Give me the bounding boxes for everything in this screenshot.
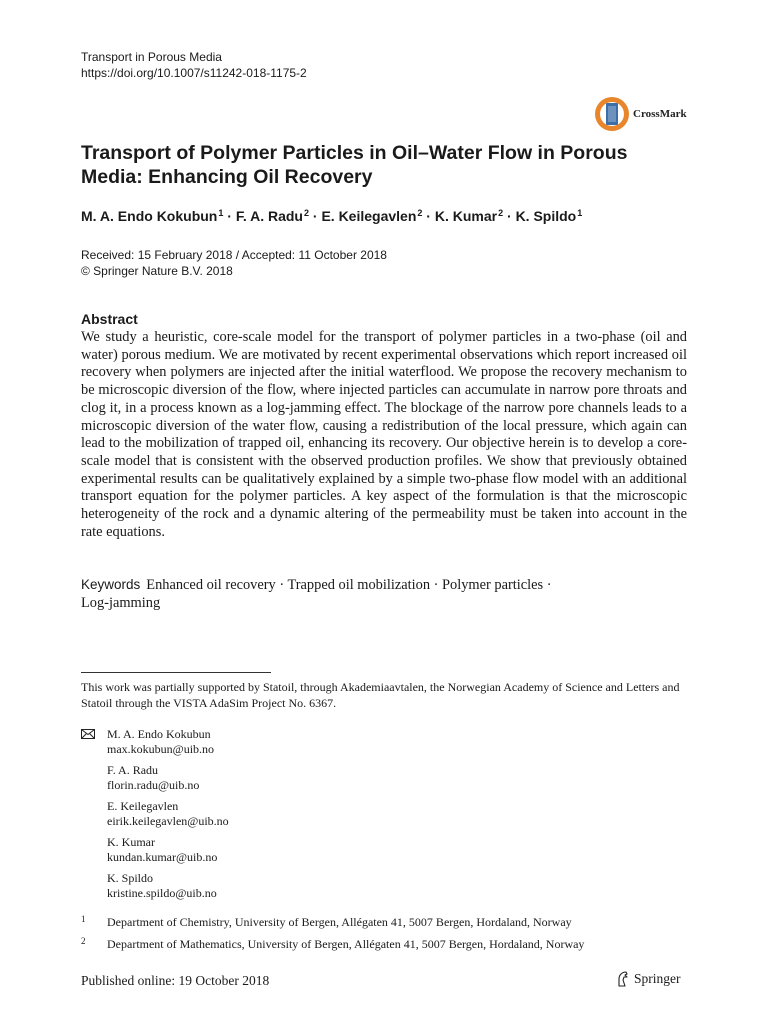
author-affiliation-mark: 2 xyxy=(417,208,423,218)
author-affiliation-mark: 1 xyxy=(218,208,224,218)
contact-email[interactable]: kristine.spildo@uib.no xyxy=(107,886,217,900)
contact-entry xyxy=(81,763,229,793)
journal-header xyxy=(81,49,307,81)
author: M. A. Endo Kokubun xyxy=(81,208,218,224)
published-online: Published online: 19 October 2018 xyxy=(81,973,270,988)
author-affiliation-mark: 2 xyxy=(303,208,309,218)
contact-email[interactable]: kundan.kumar@uib.no xyxy=(107,850,218,864)
affiliation-text: Department of Chemistry, University of Bergen, Allégaten 41, 5007 Bergen, Hordaland, Norway xyxy=(107,915,572,929)
contact-name: K. Spildo xyxy=(107,871,154,885)
abstract-heading: Abstract xyxy=(81,311,138,327)
paper-title: Transport of Polymer Particles in Oil–Water Flow in Porous Media: Enhancing Oil Recovery xyxy=(81,142,628,188)
author: K. Kumar xyxy=(434,208,498,224)
contact-name: E. Keilegavlen xyxy=(107,799,179,813)
footnote-rule xyxy=(81,672,271,673)
copyright: © Springer Nature B.V. 2018 xyxy=(81,263,233,278)
contact-entry xyxy=(81,835,229,865)
author-separator: · xyxy=(507,208,512,224)
affiliation-text: Department of Mathematics, University of Bergen, Allégaten 41, 5007 Bergen, Hordaland, Norway xyxy=(107,937,585,951)
article-dates xyxy=(81,248,387,279)
crossmark-label: CrossMark xyxy=(633,108,687,120)
abstract-text: We study a heuristic, core-scale model for the transport of polymer particles in a two-phase (oil and water) porous medium. We are motivated by recent experimental observations which report increased oil recovery when polymers are injected after the initial waterflood. We propose the recovery mechanism to be microscopic diversion of the flow, where injected particles can accumulate in narrow pore throats and clog it, in a process known as a log-jamming effect. The blockage of the narrow pore channels leads to a microscopic diversion of the water flow, causing a redistribution of the local pressure, which again can lead to the mobilization of trapped oil, enhancing its recovery. Our objective herein is to develop a core-scale model that is consistent with the observed production profiles. We show that previously obtained experimental results can be qualitatively explained by a simple two-phase flow model with an additional transport equation for the polymer particles. A key aspect of the formulation is that the microscopic heterogeneity of the rock and a dynamic altering of the permeability must be taken into account in the rate equations. xyxy=(81,329,687,540)
envelope-icon xyxy=(81,729,95,739)
funding-note: This work was partially supported by Statoil, through Akademiaavtalen, the Norwegian Academy of Science and Letters and Statoil through the VISTA AdaSim Project No. 6367. xyxy=(81,680,680,710)
keywords xyxy=(81,576,687,612)
contact-entry xyxy=(81,799,229,829)
crossmark-badge[interactable] xyxy=(594,96,687,132)
author-separator: · xyxy=(227,208,232,224)
author-separator: · xyxy=(312,208,318,224)
author-affiliation-mark: 1 xyxy=(577,208,583,218)
author-contacts xyxy=(81,727,229,907)
author: K. Spildo xyxy=(515,208,577,224)
contact-entry xyxy=(81,871,229,901)
springer-horse-icon xyxy=(616,971,630,987)
affiliation-number: 1 xyxy=(81,914,86,924)
doi-link[interactable]: https://doi.org/10.1007/s11242-018-1175-2 xyxy=(81,66,307,80)
contact-name: K. Kumar xyxy=(107,835,155,849)
contact-entry xyxy=(81,727,229,757)
affiliation-number: 2 xyxy=(81,936,86,946)
author: F. A. Radu xyxy=(235,208,303,224)
springer-logo xyxy=(616,971,681,987)
received-accepted: Received: 15 February 2018 / Accepted: 11 October 2018 xyxy=(81,248,387,262)
contact-name: M. A. Endo Kokubun xyxy=(107,727,211,741)
keywords-line-1: Enhanced oil recovery · Trapped oil mobilization · Polymer particles · xyxy=(146,577,552,593)
author-list xyxy=(81,208,582,224)
contact-email[interactable]: florin.radu@uib.no xyxy=(107,778,200,792)
author: E. Keilegavlen xyxy=(321,208,417,224)
author-affiliation-mark: 2 xyxy=(498,208,504,218)
keywords-line-2: Log-jamming xyxy=(81,595,161,611)
crossmark-icon xyxy=(594,96,630,132)
publisher-name: Springer xyxy=(634,971,681,986)
contact-name: F. A. Radu xyxy=(107,763,159,777)
contact-email[interactable]: max.kokubun@uib.no xyxy=(107,742,215,756)
contact-email[interactable]: eirik.keilegavlen@uib.no xyxy=(107,814,229,828)
author-separator: · xyxy=(426,208,431,224)
journal-name: Transport in Porous Media xyxy=(81,50,222,64)
keywords-label: Keywords xyxy=(81,577,141,592)
affiliation-2 xyxy=(81,934,584,952)
affiliation-1 xyxy=(81,912,572,930)
